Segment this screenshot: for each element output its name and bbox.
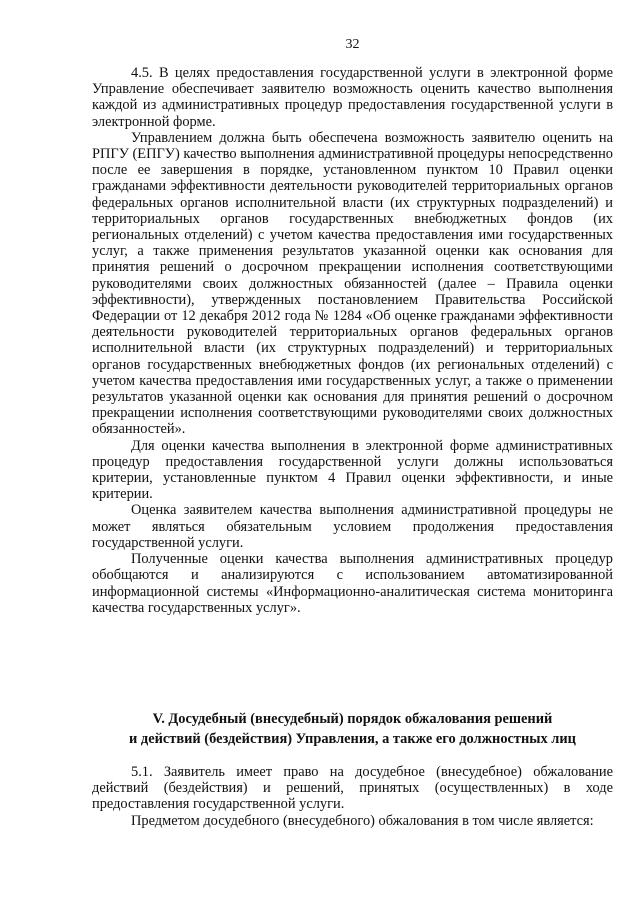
- section-heading-line-2: и действий (бездействия) Управления, а также его должностных лиц: [129, 731, 576, 747]
- section-heading-line-1: V. Досудебный (внесудебный) порядок обжалования решений: [152, 711, 553, 727]
- paragraph-not-mandatory: Оценка заявителем качества выполнения административной процедуры не может являться обязательным условием продолжения предоставления государственной услуги.: [92, 502, 613, 551]
- paragraph-assessment-rpgu: Управлением должна быть обеспечена возможность заявителю оценить на РПГУ (ЕПГУ) качество выполнения административной процедуры непосредственно после ее завершения в порядке, установленном пунктом 10 Правил оценки гражданами эффективности деятельности руководителей территориальных органов федеральных органов исполнительной власти (их структурных подразделений) и территориальных органов государственных внебюджетных фондов (их региональных отделений) с учетом качества предоставления ими государственных услуг, а также применения результатов указанной оценки как основания для принятия решений о досрочном прекращении исполнения соответствующими руководителями своих должностных обязанностей (далее – Правила оценки эффективности), утвержденных постановлением Правительства Российской Федерации от 12 декабря 2012 года № 1284 «Об оценке гражданами эффективности деятельности руководителей территориальных органов федеральных органов исполнительной власти (их структурных подразделений) и территориальных органов государственных внебюджетных фондов (их региональных отделений) с учетом качества предоставления ими государственных услуг, а также о применении результатов указанной оценки как основания для принятия решений о досрочном прекращении исполнения соответствующими руководителями своих должностных обязанностей».: [92, 129, 613, 438]
- section-heading: [92, 709, 613, 749]
- page-number: 32: [345, 37, 360, 52]
- paragraph-monitoring: Полученные оценки качества выполнения административных процедур обобщаются и анализируются с использованием автоматизированной информационной системы «Информационно-аналитическая система мониторинга качества государственных услуг».: [92, 551, 613, 616]
- paragraph-5-1: 5.1. Заявитель имеет право на досудебное (внесудебное) обжалование действий (бездействия) и решений, принятых (осуществленных) в ходе предоставления государственной услуги.: [92, 764, 613, 813]
- document-page: [92, 0, 613, 905]
- section-text: [92, 764, 613, 829]
- paragraph-4-5: 4.5. В целях предоставления государственной услуги в электронной форме Управление обеспечивает заявителю возможность оценить качество выполнения каждой из административных процедур предоставления государственной услуги в электронной форме.: [92, 65, 613, 130]
- body-text: [92, 65, 613, 616]
- paragraph-subject-of-appeal: Предметом досудебного (внесудебного) обжалования в том числе является:: [131, 812, 594, 829]
- paragraph-criteria: Для оценки качества выполнения в электронной форме административных процедур предоставления государственной услуги должны использоваться критерии, установленные пунктом 4 Правил оценки эффективности, и иные критерии.: [92, 437, 613, 503]
